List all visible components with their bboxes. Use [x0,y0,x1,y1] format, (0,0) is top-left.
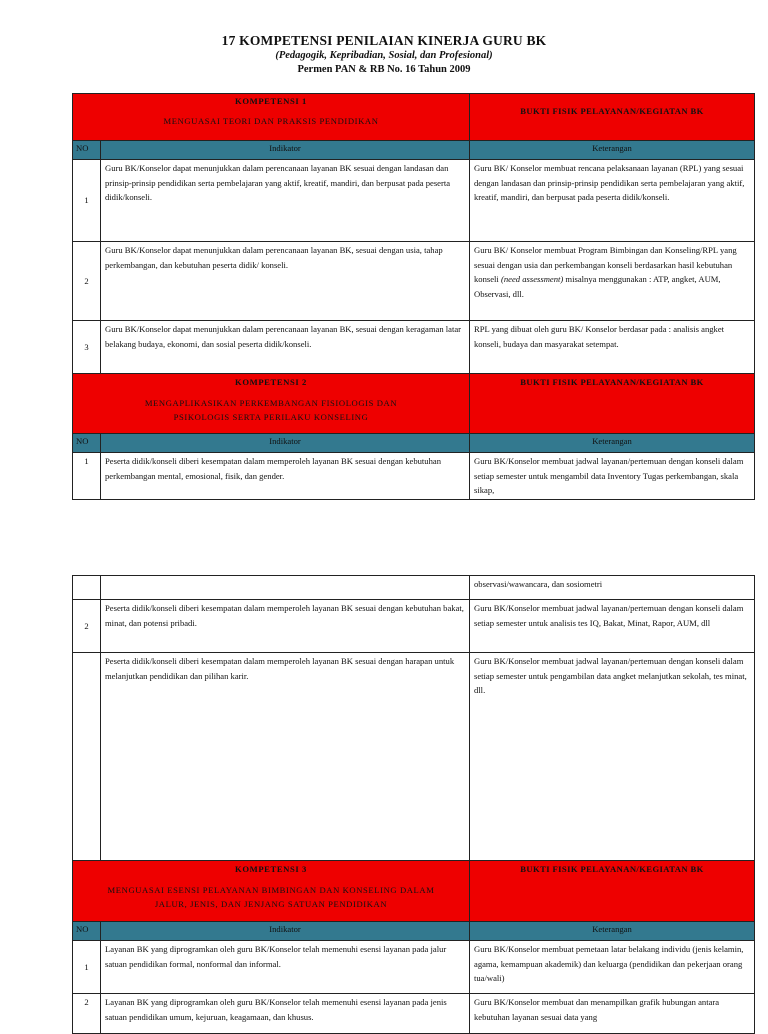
indikator-cell: Guru BK/Konselor dapat menunjukkan dalam perencanaan layanan BK sesuai dengan landasan dan prinsip-prinsip pendidikan serta pembelajaran yang aktif, kreatif, mandiri, dan berpusat pada peserta didik/konseli. [101,160,470,242]
need-assessment-term: (need assessment) [500,274,564,285]
bukti-fisik-label: BUKTI FISIK PELAYANAN/KEGIATAN BK [520,864,704,874]
keterangan-cell: Guru BK/Konselor membuat jadwal layanan/pertemuan dengan konseli dalam setiap semester untuk mengambil data Inventory Tugas perkembangan, skala sikap, [470,453,755,500]
column-header-row [73,141,755,160]
indikator-header: Indikator [101,434,470,453]
competency-table-part-2 [72,575,755,1034]
competency-2-title: MENGAPLIKASIKAN PERKEMBANGAN FISIOLOGIS DAN PSIKOLOGIS SERTA PERILAKU KONSELING [144,397,398,423]
keterangan-header: Keterangan [470,922,755,941]
table-row [73,576,755,600]
indikator-cell: Guru BK/Konselor dapat menunjukkan dalam perencanaan layanan BK, sesuai dengan usia, tahap perkembangan, dan kebutuhan peserta didik/ konseli. [101,242,470,321]
column-header-row [73,434,755,453]
competency-table-part-1 [72,93,755,500]
indikator-cell: Layanan BK yang diprogramkan oleh guru BK/Konselor telah memenuhi esensi layanan pada jenis satuan pendidikan umum, kejuruan, keagamaan, dan khusus. [101,994,470,1034]
table-row [73,600,755,653]
table-row [73,242,755,321]
competency-3-header [73,861,755,922]
bukti-fisik-label: BUKTI FISIK PELAYANAN/KEGIATAN BK [520,377,704,387]
competency-1-header [73,94,755,141]
table-row [73,994,755,1034]
competency-1-heading: KOMPETENSI 1 [235,96,307,106]
row-number: 1 [73,453,101,500]
row-number: 1 [73,941,101,994]
keterangan-cell: Guru BK/Konselor membuat pemetaan latar belakang individu (jenis kelamin, agama, kemampuan akademik) dan keluarga (pendidikan dan pekerjaan orang tua/wali) [470,941,755,994]
keterangan-header: Keterangan [470,141,755,160]
keterangan-cell: Guru BK/Konselor membuat jadwal layanan/pertemuan dengan konseli dalam setiap semester untuk analisis tes IQ, Bakat, Minat, Rapor, AUM, dll [470,600,755,653]
row-number: 2 [73,994,101,1034]
indikator-cell: Peserta didik/konseli diberi kesempatan dalam memperoleh layanan BK sesuai dengan kebutuhan perkembangan mental, emosional, fisik, dan gender. [101,453,470,500]
keterangan-cell: Guru BK/ Konselor membuat rencana pelaksanaan layanan (RPL) yang sesuai dengan landasan dan prinsip-prinsip pendidikan serta pembelajaran yang aktif, kreatif, mandiri, dan berpusat pada peserta didik/konseli. [470,160,755,242]
competency-3-title: MENGUASAI ESENSI PELAYANAN BIMBINGAN DAN KONSELING DALAM JALUR, JENIS, DAN JENJANG SATUAN PENDIDIKAN [107,884,435,910]
competency-3-heading: KOMPETENSI 3 [235,864,307,874]
competency-2-heading: KOMPETENSI 2 [235,377,307,387]
row-number: 1 [73,160,101,242]
column-header-row [73,922,755,941]
indikator-cell: Layanan BK yang diprogramkan oleh guru BK/Konselor telah memenuhi esensi layanan pada jalur satuan pendidikan formal, nonformal dan informal. [101,941,470,994]
keterangan-cell: Guru BK/Konselor membuat dan menampilkan grafik hubungan antara kebutuhan layanan sesuai data yang [470,994,755,1034]
table-row [73,653,755,861]
indikator-cell: Peserta didik/konseli diberi kesempatan dalam memperoleh layanan BK sesuai dengan kebutuhan bakat, minat, dan potensi pribadi. [101,600,470,653]
competency-1-title: MENGUASAI TEORI DAN PRAKSIS PENDIDIKAN [163,115,379,126]
document-title: 17 KOMPETENSI PENILAIAN KINERJA GURU BK [221,33,547,48]
indikator-cell: Guru BK/Konselor dapat menunjukkan dalam perencanaan layanan BK, sesuai dengan keragaman latar belakang budaya, ekonomi, dan sosial peserta didik/konseli. [101,321,470,374]
row-number: 2 [73,600,101,653]
no-header: NO [73,434,101,453]
keterangan-cell: observasi/wawancara, dan sosiometri [470,576,755,600]
competency-2-header [73,374,755,434]
document-subtitle: (Pedagogik, Kepribadian, Sosial, dan Profesional) [275,50,493,61]
row-number: 3 [73,321,101,374]
row-number: 2 [73,242,101,321]
no-header: NO [73,141,101,160]
row-number [73,653,101,861]
table-row [73,941,755,994]
table-row [73,160,755,242]
table-row [73,321,755,374]
indikator-header: Indikator [101,922,470,941]
regulation-reference: Permen PAN & RB No. 16 Tahun 2009 [297,64,471,75]
no-header: NO [73,922,101,941]
keterangan-header: Keterangan [470,434,755,453]
indikator-cell: Peserta didik/konseli diberi kesempatan dalam memperoleh layanan BK sesuai dengan harapan untuk melanjutkan pendidikan dan pilihan karir. [101,653,470,861]
keterangan-cell: Guru BK/ Konselor membuat Program Bimbingan dan Konseling/RPL yang sesuai dengan usia dan perkembangan konseli berdasarkan hasil kebutuhan konseli (need assessment) misalnya menggunakan : ATP, angket, AUM, Observasi, dll. [470,242,755,321]
keterangan-cell: Guru BK/Konselor membuat jadwal layanan/pertemuan dengan konseli dalam setiap semester untuk pengambilan data angket melanjutkan sekolah, tes minat, dll. [470,653,755,861]
indikator-header: Indikator [101,141,470,160]
table-row [73,453,755,500]
keterangan-cell: RPL yang dibuat oleh guru BK/ Konselor berdasar pada : analisis angket konseli, budaya dan masyarakat setempat. [470,321,755,374]
bukti-fisik-label: BUKTI FISIK PELAYANAN/KEGIATAN BK [520,106,704,116]
